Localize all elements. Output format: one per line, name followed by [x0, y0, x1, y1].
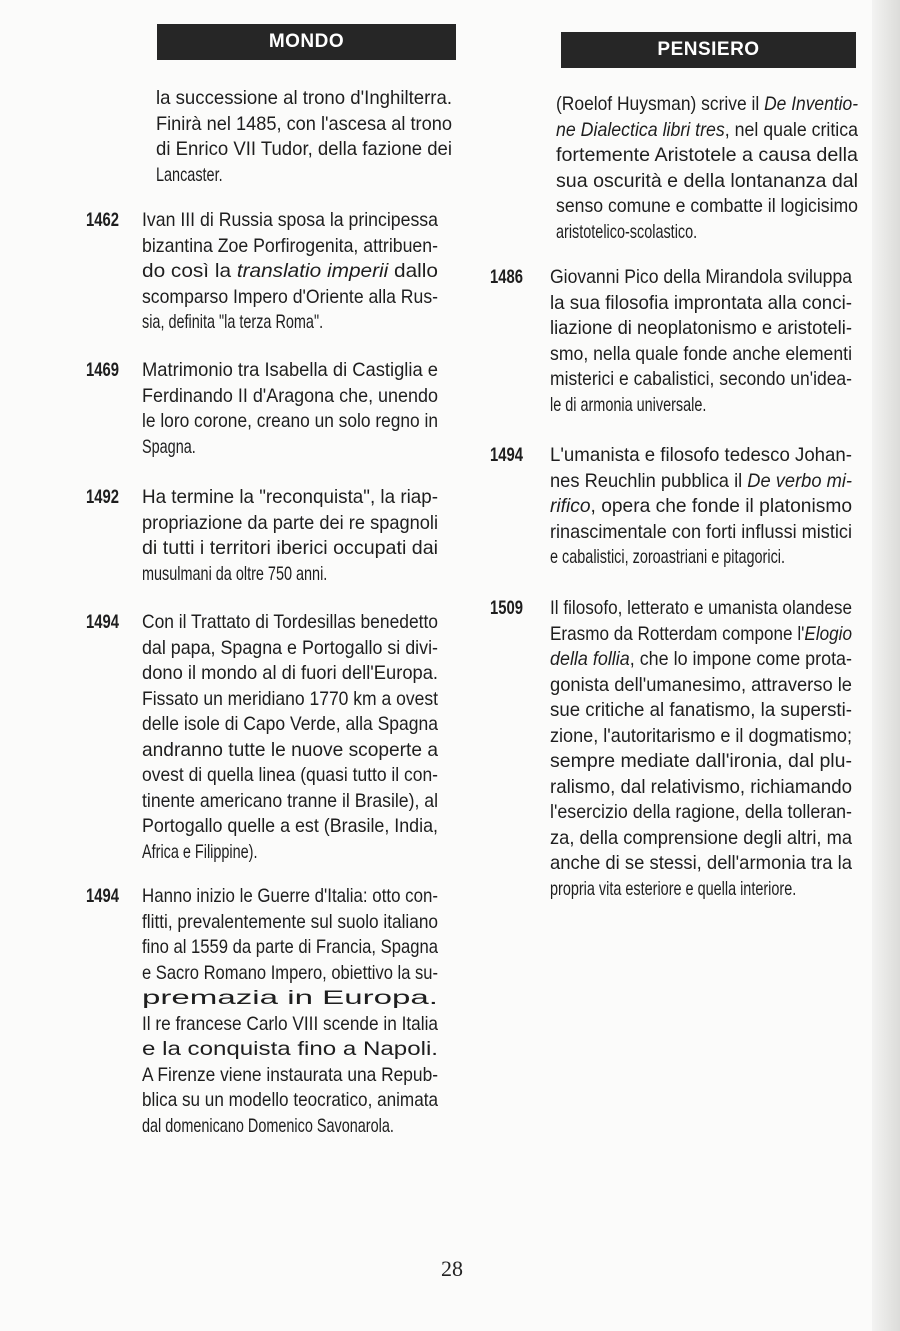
- text-line: Portogallo quelle a est (Brasile, India,: [142, 815, 438, 837]
- text-line: flitti, prevalentemente sul suolo italiano: [142, 910, 438, 933]
- text-line: zione, l'autoritarismo e il dogmatismo;: [550, 724, 852, 747]
- text-line: blica su un modello teocratico, animata: [142, 1089, 438, 1111]
- text-line: Ha termine la "reconquista", la riap-: [142, 486, 438, 508]
- text-line: sue critiche al fanatismo, la supersti-: [550, 699, 852, 721]
- text-line: dal papa, Spagna e Portogallo si divi-: [142, 636, 438, 659]
- text-line: fortemente Aristotele a causa della: [556, 144, 858, 166]
- entry-year: 1469: [86, 360, 119, 381]
- text-line: fino al 1559 da parte di Francia, Spagna: [142, 936, 438, 958]
- text-line: gonista dell'umanesimo, attraverso le: [550, 673, 852, 696]
- entry-year: 1494: [490, 445, 523, 466]
- entry-year: 1462: [86, 210, 119, 231]
- text-line: senso comune e combatte il logicisimo: [556, 195, 858, 217]
- text-line: le di armonia universale.: [550, 393, 707, 416]
- entry-text: [142, 610, 438, 865]
- text-line: e Sacro Romano Impero, obiettivo la su-: [142, 961, 438, 984]
- entry-text: [550, 596, 852, 902]
- text-line: propriazione da parte dei re spagnoli: [142, 511, 438, 534]
- text-line: Finirà nel 1485, con l'ascesa al trono: [156, 112, 452, 135]
- text-line: do così la translatio imperii dallo: [142, 260, 438, 282]
- text-line: Il filosofo, letterato e umanista olandese: [550, 597, 852, 619]
- continuation-text: [156, 86, 452, 188]
- entry-year: 1494: [86, 612, 119, 633]
- entry-year: 1486: [490, 267, 523, 288]
- text-line: Lancaster.: [156, 163, 223, 186]
- text-line: Ivan III di Russia sposa la principessa: [142, 209, 438, 231]
- text-line: Matrimonio tra Isabella di Castiglia e: [142, 359, 438, 381]
- entry-text: [142, 208, 438, 336]
- entry-text: [550, 443, 852, 571]
- text-line: Ferdinando II d'Aragona che, unendo: [142, 384, 438, 407]
- entry-text: [142, 358, 438, 460]
- section-header-pensiero: [561, 32, 856, 68]
- text-line: liazione di neoplatonismo e aristoteli-: [550, 317, 852, 339]
- text-line: musulmani da oltre 750 anni.: [142, 562, 328, 585]
- text-line: sua oscurità e della lontananza dal: [556, 169, 858, 192]
- continuation-text: [556, 92, 858, 245]
- text-line: Spagna.: [142, 435, 196, 458]
- entry-text: [142, 485, 438, 587]
- text-line: e la conquista fino a Napoli.: [142, 1038, 438, 1060]
- entry-text: [142, 884, 438, 1139]
- text-line: propria vita esteriore e quella interiore.: [550, 877, 797, 900]
- text-line: andranno tutte le nuove scoperte a: [142, 738, 438, 761]
- text-line: di Enrico VII Tudor, della fazione dei: [156, 138, 452, 160]
- section-header-mondo-label: MONDO: [268, 31, 345, 52]
- text-line: smo, nella quale fonde anche elementi: [550, 342, 852, 365]
- entry-year: 1494: [86, 886, 119, 907]
- text-line: rifico, opera che fonde il platonismo: [550, 495, 852, 517]
- text-line: Fissato un meridiano 1770 km a ovest: [142, 687, 438, 710]
- text-line: della follia, che lo impone come prota-: [550, 648, 852, 670]
- section-header-pensiero-label: PENSIERO: [657, 39, 760, 60]
- text-line: tinente americano tranne il Brasile), al: [142, 789, 438, 812]
- text-line: sempre mediate dall'ironia, dal plu-: [550, 750, 852, 772]
- text-line: l'esercizio della ragione, della tolleran-: [550, 801, 852, 823]
- text-line: Hanno inizio le Guerre d'Italia: otto con-: [142, 885, 438, 907]
- text-line: anche di se stessi, dell'armonia tra la: [550, 852, 852, 874]
- text-line: aristotelico-scolastico.: [556, 220, 698, 243]
- entry-year: 1509: [490, 598, 523, 619]
- entry-text: [550, 265, 852, 418]
- text-line: premazia in Europa.: [142, 987, 438, 1009]
- text-line: Giovanni Pico della Mirandola sviluppa: [550, 266, 852, 288]
- text-line: A Firenze viene instaurata una Repub-: [142, 1063, 438, 1086]
- text-line: e cabalistici, zoroastriani e pitagorici.: [550, 546, 785, 568]
- text-line: ne Dialectica libri tres, nel quale critica: [556, 118, 858, 141]
- text-line: rinascimentale con forti influssi mistici: [550, 520, 852, 543]
- text-line: di tutti i territori iberici occupati dai: [142, 537, 438, 559]
- text-line: Con il Trattato di Tordesillas benedetto: [142, 611, 438, 633]
- text-line: le loro corone, creano un solo regno in: [142, 410, 438, 432]
- text-line: ralismo, dal relativismo, richiamando: [550, 775, 852, 798]
- text-line: ovest di quella linea (quasi tutto il con-: [142, 764, 438, 786]
- entry-year: 1492: [86, 487, 119, 508]
- text-line: nes Reuchlin pubblica il De verbo mi-: [550, 469, 852, 492]
- text-line: dono il mondo al di fuori dell'Europa.: [142, 662, 438, 684]
- text-line: la successione al trono d'Inghilterra.: [156, 87, 452, 109]
- text-line: misterici e cabalistici, secondo un'idea-: [550, 368, 852, 390]
- text-line: scomparso Impero d'Oriente alla Rus-: [142, 285, 438, 308]
- text-line: za, della comprensione degli altri, ma: [550, 826, 852, 849]
- text-line: sia, definita "la terza Roma".: [142, 311, 324, 333]
- text-line: dal domenicano Domenico Savonarola.: [142, 1114, 394, 1137]
- section-header-mondo: [157, 24, 456, 60]
- text-line: Africa e Filippine).: [142, 840, 258, 863]
- text-line: Erasmo da Rotterdam compone l'Elogio: [550, 622, 852, 645]
- text-line: L'umanista e filosofo tedesco Johan-: [550, 444, 852, 466]
- text-line: Il re francese Carlo VIII scende in Italia: [142, 1012, 438, 1035]
- text-line: (Roelof Huysman) scrive il De Inventio-: [556, 93, 858, 115]
- text-line: la sua filosofia improntata alla conci-: [550, 291, 852, 314]
- text-line: bizantina Zoe Porfirogenita, attribuen-: [142, 234, 438, 257]
- page-number: 28: [441, 1256, 463, 1281]
- text-line: delle isole di Capo Verde, alla Spagna: [142, 713, 438, 735]
